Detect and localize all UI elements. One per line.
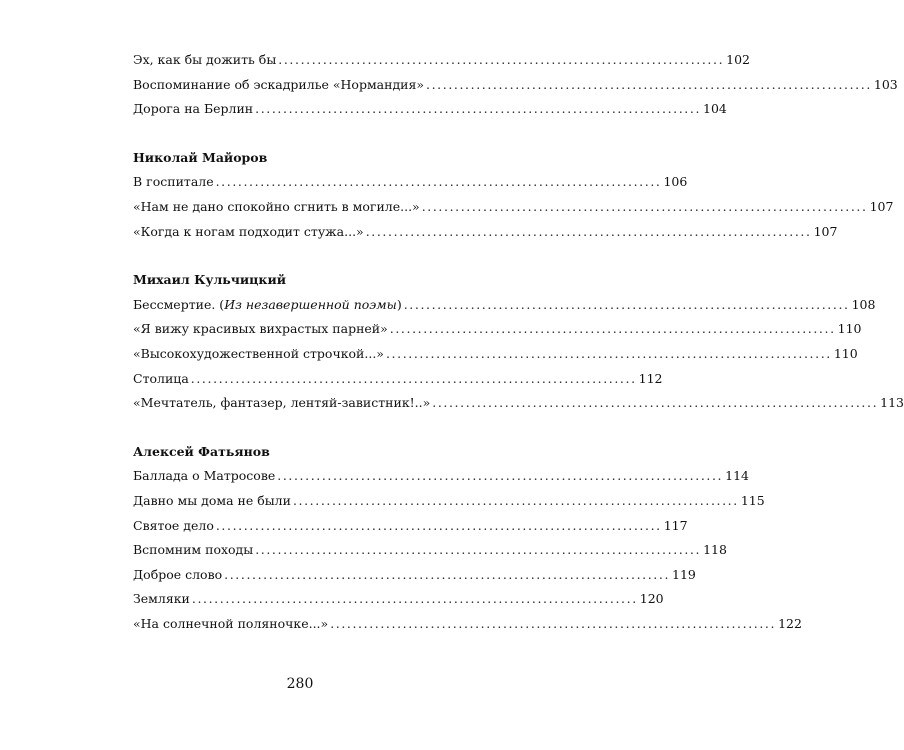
entry-title: В госпитале [133,174,214,190]
toc-entry [133,342,858,367]
toc-entry [133,367,663,392]
page-number: 280 [286,676,314,692]
entry-title: «Нам не дано спокойно сгнить в могиле...» [133,198,420,214]
entry-title: Эх, как бы дожить бы [133,52,277,67]
leader-dots: ................................................................................ [190,370,637,386]
leader-dots: ................................................................................ [330,615,777,631]
entry-title: Доброе слово [133,566,223,582]
entry-page: 114 [725,468,749,484]
toc-entry [133,391,904,416]
leader-dots: ................................................................................ [255,101,702,117]
entry-title: «На солнечной поляночке...» [133,615,329,631]
leader-dots: ................................................................................ [432,395,879,411]
leader-dots: ................................................................................ [215,517,662,533]
toc-entry [133,464,749,489]
toc-entry [133,73,898,98]
author-heading: Михаил Кульчицкий [133,272,286,288]
entry-title: Земляки [133,591,190,607]
entry-page: 112 [638,370,663,386]
toc-entry [133,48,751,73]
entry-page: 122 [778,615,802,631]
author-heading: Алексей Фатьянов [133,443,270,459]
entry-title [133,293,402,318]
entry-title: Вспомним походы [133,542,254,558]
toc-entry [133,170,688,195]
entry-page: 103 [873,76,898,92]
toc-entry [133,195,894,220]
entry-title: Святое дело [133,517,214,533]
leader-dots: ................................................................................ [389,321,836,337]
entry-page: 110 [837,321,862,337]
entry-title: Воспоминание об эскадрилье «Нормандия» [133,76,425,92]
toc-entry [133,489,765,514]
entry-title: «Когда к ногам подходит стужа...» [133,223,364,239]
toc-section [133,268,904,416]
entry-title-start: Бессмертие. ( [133,296,225,312]
entry-title: Дорога на Берлин [133,101,254,117]
entry-title: Давно мы дома не были [133,492,291,508]
entry-page: 110 [833,345,858,361]
entry-page: 107 [813,223,838,239]
entry-title: Баллада о Матросове [133,468,276,484]
toc-entry [133,514,688,539]
leader-dots: ................................................................................ [365,223,812,239]
toc-entry [133,563,696,588]
entry-title: Столица [133,370,189,386]
entry-page: 118 [703,542,727,558]
toc-section [133,48,898,122]
table-of-contents [133,48,904,636]
entry-page: 108 [851,296,876,312]
toc-entry [133,317,862,342]
leader-dots: ................................................................................ [403,296,850,312]
leader-dots: ................................................................................ [277,468,724,484]
entry-page: 113 [880,395,904,411]
leader-dots: ................................................................................ [224,566,671,582]
entry-title: «Я вижу красивых вихрастых парней» [133,321,388,337]
entry-page: 106 [663,174,688,190]
entry-page: 107 [869,198,894,214]
toc-section [133,440,802,637]
leader-dots: ................................................................................ [421,198,868,214]
leader-dots: ................................................................................ [292,492,739,508]
leader-dots: ................................................................................ [191,591,638,607]
toc-entry [133,612,802,637]
entry-title: «Высокохудожественной строчкой...» [133,345,384,361]
toc-entry [133,220,838,245]
entry-page: 119 [672,566,696,582]
entry-page: 104 [703,101,727,117]
leader-dots: ................................................................................ [255,542,702,558]
entry-title: «Мечтатель, фантазер, лентяй-завистник!..» [133,395,431,411]
leader-dots: ................................................................................ [385,345,832,361]
entry-page: 102 [726,52,751,67]
entry-page: 120 [639,591,664,607]
toc-entry [133,293,876,318]
toc-entry [133,538,727,563]
toc-entry [133,587,664,612]
entry-title-italic: Из незавершенной поэмы [224,296,397,312]
entry-page: 115 [740,492,765,508]
toc-entry [133,97,727,122]
toc-section [133,146,894,244]
author-heading: Николай Майоров [133,149,268,165]
entry-page: 117 [663,517,688,533]
leader-dots: ................................................................................ [278,52,725,67]
leader-dots: ................................................................................ [426,76,872,92]
entry-title-end: ) [396,296,402,312]
leader-dots: ................................................................................ [215,174,662,190]
